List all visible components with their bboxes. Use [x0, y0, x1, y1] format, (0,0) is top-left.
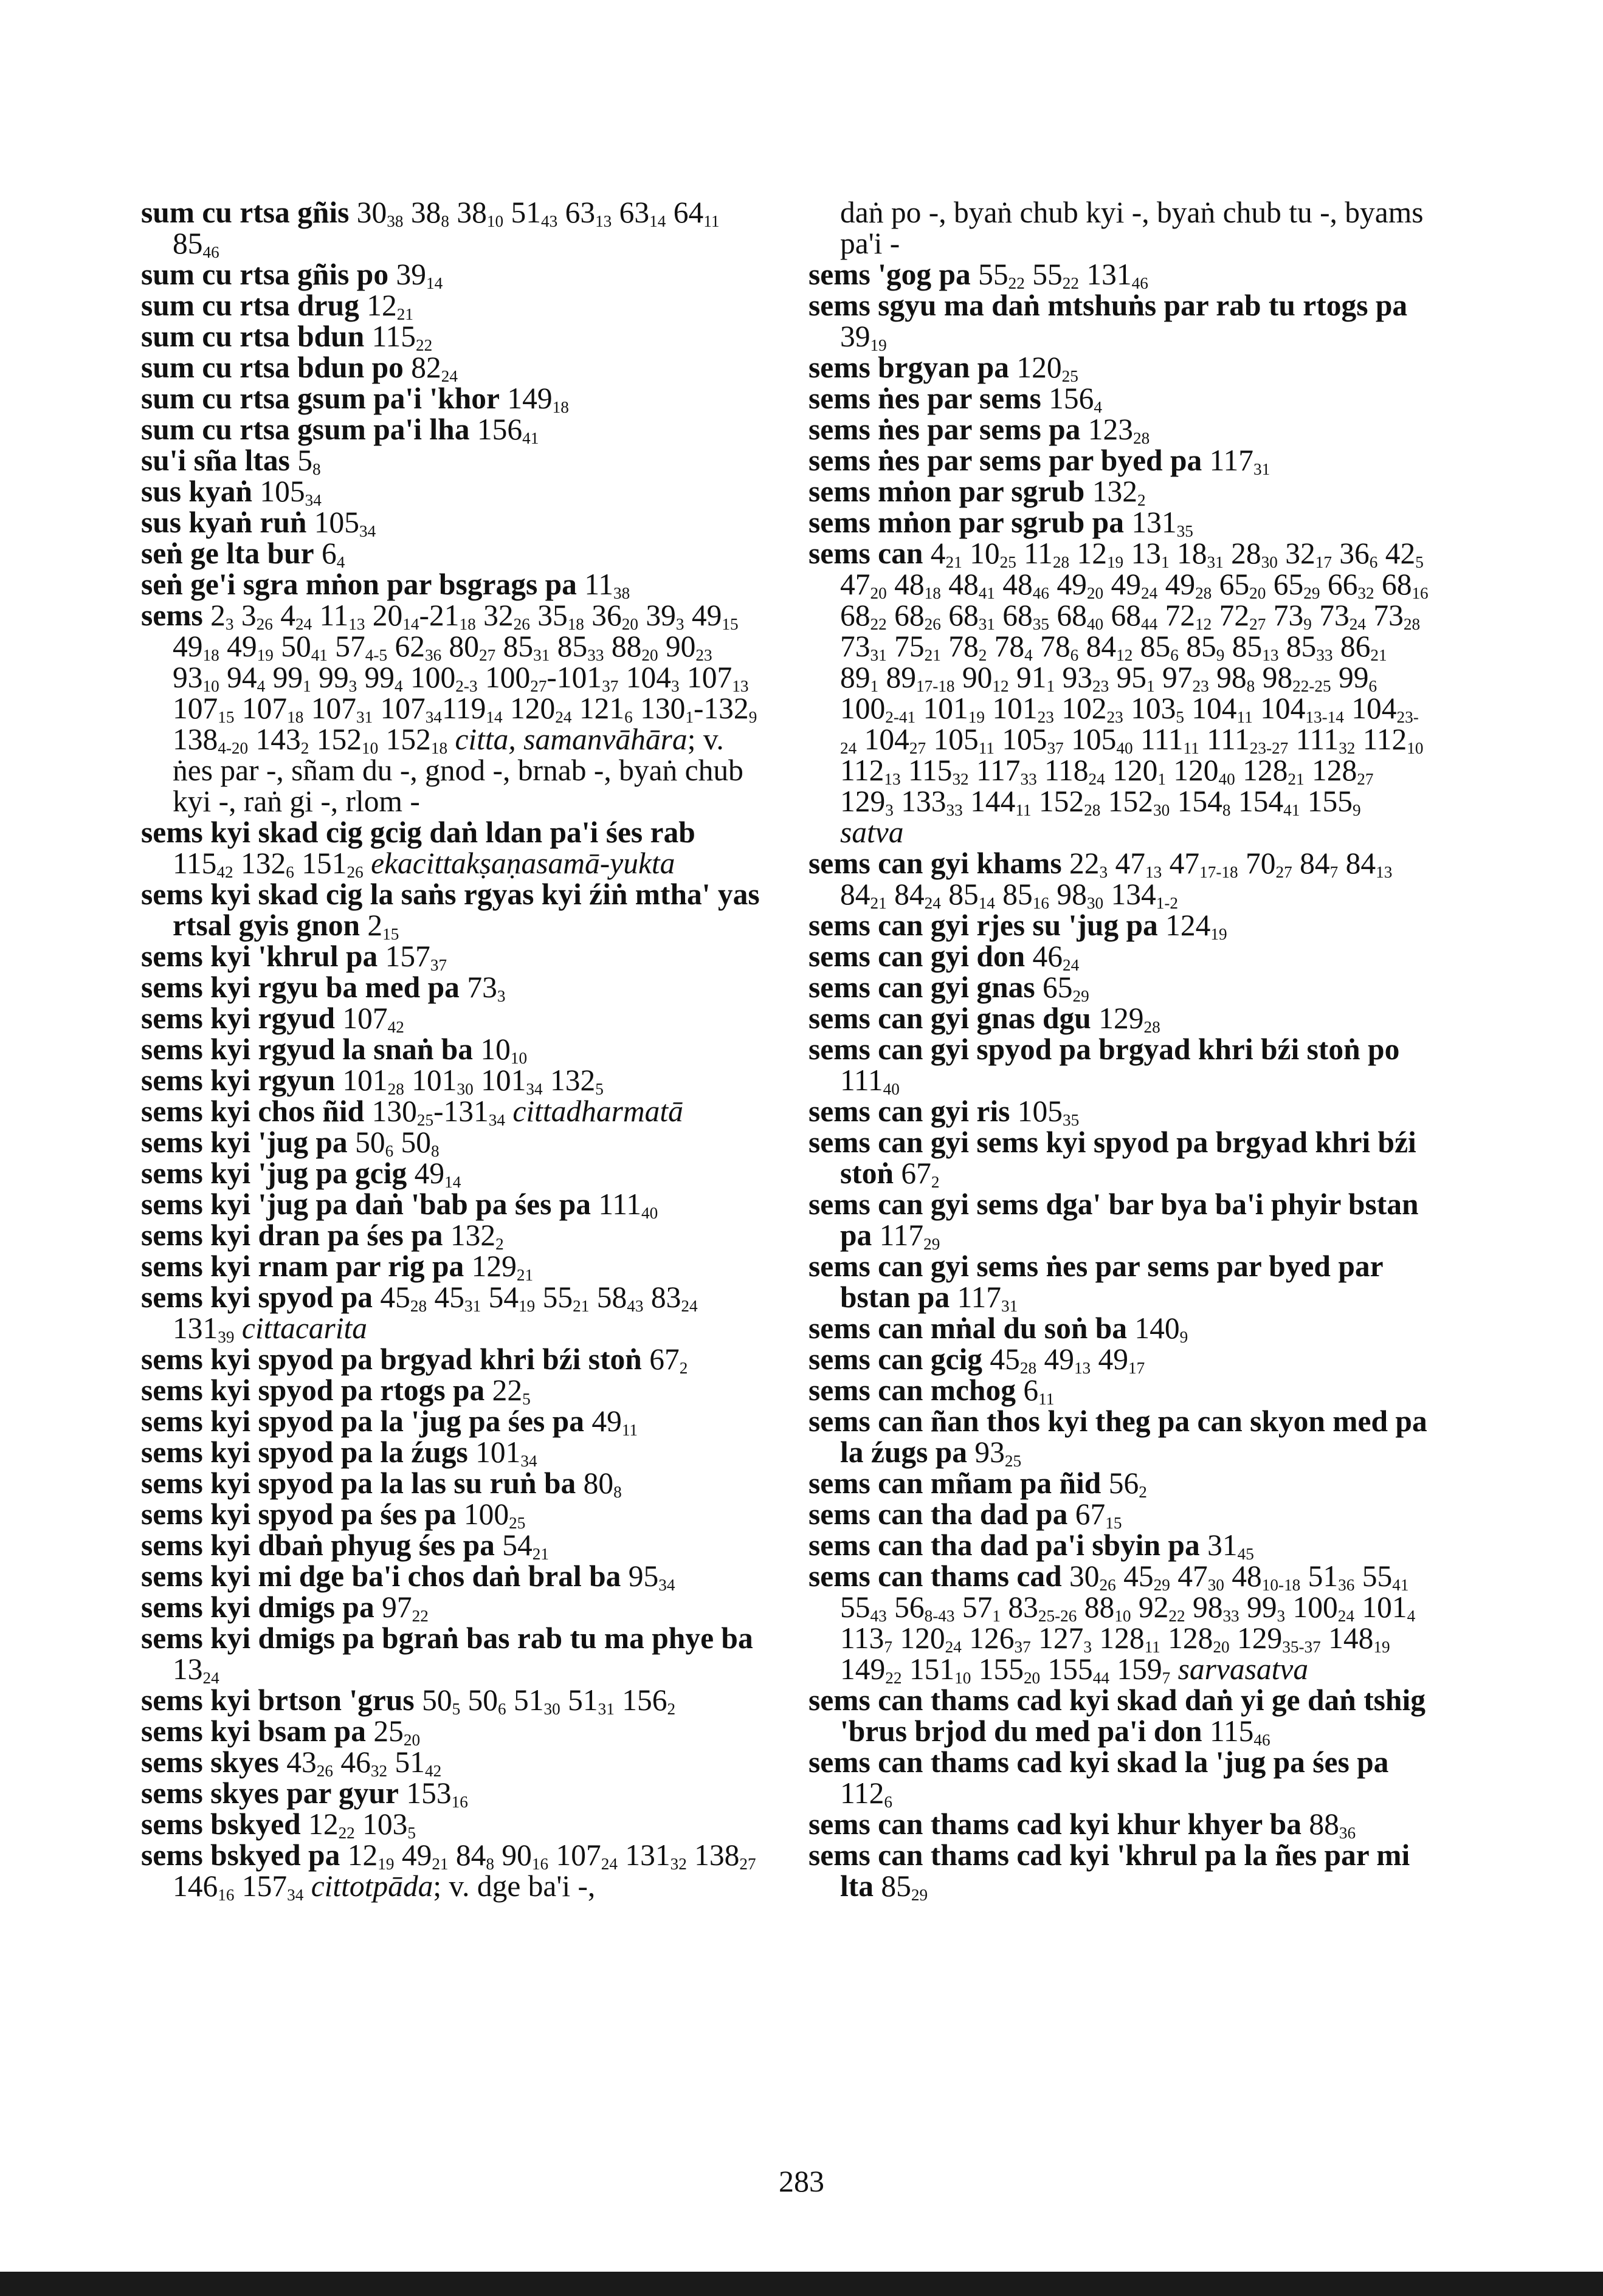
entry-page-refs: $140_9$: [1134, 1311, 1188, 1346]
entry-headword: sems kyi spyod pa la las su ruṅ ba: [141, 1466, 576, 1500]
index-entry: [141, 1778, 761, 1809]
entry-page-refs: $111_{40}$: [598, 1188, 658, 1222]
entry-headword: sems ṅes par sems pa: [808, 413, 1081, 446]
entry-page-refs: $80_8$: [583, 1466, 622, 1501]
entry-page-refs: $67_2$: [901, 1157, 940, 1191]
entry-headword: sum cu rtsa gsum pa'i 'khor: [141, 382, 500, 415]
entry-headword: sems can thams cad kyi khur khyer ba: [808, 1807, 1301, 1841]
entry-page-refs: $131_{35}$: [1131, 506, 1193, 540]
entry-page-refs: $13_{24}$: [173, 1652, 219, 1687]
entry-page-refs: $2_{15}$: [367, 909, 399, 943]
index-entry: [808, 1685, 1429, 1747]
index-entry: [808, 197, 1429, 259]
entry-page-refs: $117_{31}$: [1209, 444, 1270, 478]
entry-page-refs: $123_{28}$: [1088, 413, 1150, 447]
entry-headword: sems can gyi spyod pa brgyad khri bźi stoṅ po: [808, 1033, 1400, 1066]
entry-headword: sum cu rtsa gsum pa'i lha: [141, 413, 470, 446]
index-entry: [141, 1189, 761, 1220]
index-entry: [808, 1127, 1429, 1189]
index-entry: [808, 1530, 1429, 1561]
entry-page-refs: $30_{26}$ $45_{29}$ $47_{30}$ $48_{10-18}$ $51_{36}$ $55_{41}$ $55_{43}$ $56_{8-43}$ $57_1$ $83_{25-26}$ $88_{10}$ $92_{22}$ $98_{33}$ $99_3$ $100_{24}$ $101_4$ $113_7$ $120_{24}$ $126_{37}$ $127_3$ $128_{11}$ $128_{20}$ $129_{35-37}$ $148_{19}$ $149_{22}$ $151_{10}$ $155_{20}$ $155_{44}$ $159_7$: [840, 1559, 1416, 1687]
entry-sanskrit: citta, samanvāhāra: [455, 723, 688, 756]
index-entry: [808, 538, 1429, 848]
index-entry: [141, 879, 761, 941]
index-entry: [141, 1003, 761, 1034]
entry-headword: sum cu rtsa gñis: [141, 196, 350, 229]
index-entry: [808, 1406, 1429, 1468]
index-entry: [141, 1096, 761, 1127]
entry-page-refs: $129_{21}$: [471, 1249, 534, 1284]
index-entry: [808, 910, 1429, 941]
entry-sanskrit: sarvasatva: [1177, 1652, 1309, 1686]
entry-page-refs: $115_{46}$: [1209, 1714, 1270, 1749]
entry-page-refs: $46_{24}$: [1032, 940, 1080, 974]
entry-page-refs: $56_2$: [1108, 1466, 1147, 1501]
index-entry: [141, 1158, 761, 1189]
index-entry: [141, 352, 761, 383]
index-entry: [141, 1437, 761, 1468]
entry-headword: sems kyi skad cig la saṅs rgyas kyi źiṅ mtha' yas rtsal gyis gnon: [141, 878, 760, 942]
entry-headword: su'i sña ltas: [141, 444, 290, 477]
entry-page-refs: $12_{22}$ $103_5$: [308, 1807, 416, 1842]
entry-headword: sus kyaṅ: [141, 475, 252, 508]
entry-sanskrit: ekacittakṣaṇasamā-yukta: [371, 847, 675, 880]
entry-page-refs: $153_{16}$: [406, 1776, 468, 1811]
entry-headword: sems kyi chos ñid: [141, 1095, 365, 1128]
entry-headword: sems kyi dbaṅ phyug śes pa: [141, 1528, 495, 1562]
entry-headword: sems mṅon par sgrub pa: [808, 506, 1124, 539]
index-entry: [141, 1251, 761, 1282]
entry-page-refs: $88_{36}$: [1309, 1807, 1356, 1842]
entry-page-refs: $4_{21}$ $10_{25}$ $11_{28}$ $12_{19}$ $13_1$ $18_{31}$ $28_{30}$ $32_{17}$ $36_6$ $42_5$ $47_{20}$ $48_{18}$ $48_{41}$ $48_{46}$ $49_{20}$ $49_{24}$ $49_{28}$ $65_{20}$ $65_{29}$ $66_{32}$ $68_{16}$ $68_{22}$ $68_{26}$ $68_{31}$ $68_{35}$ $68_{40}$ $68_{44}$ $72_{12}$ $72_{27}$ $73_9$ $73_{24}$ $73_{28}$ $73_{31}$ $75_{21}$ $78_2$ $78_4$ $78_6$ $84_{12}$ $85_6$ $85_9$ $85_{13}$ $85_{33}$ $86_{21}$ $89_1$ $89_{17-18}$ $90_{12}$ $91_1$ $93_{23}$ $95_1$ $97_{23}$ $98_8$ $98_{22-25}$ $99_6$ $100_{2-41}$ $101_{19}$ $101_{23}$ $102_{23}$ $103_5$ $104_{11}$ $104_{13-14}$ $104_{23-24}$ $104_{27}$ $105_{11}$ $105_{37}$ $105_{40}$ $111_{11}$ $111_{23-27}$ $111_{32}$ $112_{10}$ $112_{13}$ $115_{32}$ $117_{33}$ $118_{24}$ $120_1$ $120_{40}$ $128_{21}$ $128_{27}$ $129_3$ $133_{33}$ $144_{11}$ $152_{28}$ $152_{30}$ $154_8$ $154_{41}$ $155_9$: [840, 537, 1429, 819]
entry-headword: sems skyes: [141, 1745, 279, 1779]
index-entry: [141, 383, 761, 414]
entry-headword: sems can thams cad: [808, 1559, 1062, 1593]
entry-page-refs: $85_{29}$: [881, 1869, 928, 1904]
entry-headword: sems sgyu ma daṅ mtshuṅs par rab tu rtogs pa: [808, 289, 1408, 322]
index-entry: [141, 1592, 761, 1623]
entry-headword: sems kyi rgyud: [141, 1002, 336, 1035]
entry-page-refs: $105_{34}$: [260, 475, 322, 509]
entry-headword: sems can gyi gnas: [808, 971, 1035, 1004]
index-entry: [808, 1747, 1429, 1809]
entry-headword: sems kyi 'jug pa gcig: [141, 1157, 407, 1190]
entry-page-refs: $124_{19}$: [1165, 909, 1227, 943]
entry-headword: sems kyi rnam par rig pa: [141, 1249, 464, 1283]
entry-page-refs: $117_{29}$: [879, 1218, 940, 1253]
index-entry: [808, 507, 1429, 538]
entry-headword: sems can mṅal du soṅ ba: [808, 1311, 1128, 1345]
index-entry: [141, 1375, 761, 1406]
entry-headword: sum cu rtsa gñis po: [141, 258, 389, 291]
entry-page-refs: $107_{42}$: [342, 1002, 404, 1036]
entry-headword: sus kyaṅ ruṅ: [141, 506, 307, 539]
entry-page-refs: $156_{41}$: [477, 413, 539, 447]
entry-headword: sems: [141, 599, 203, 632]
index-entry: [141, 1685, 761, 1716]
entry-headword: sems can mchog: [808, 1373, 1016, 1407]
entry-page-refs: $67_{15}$: [1075, 1497, 1122, 1532]
index-entry: [141, 197, 761, 259]
entry-headword: sum cu rtsa bdun: [141, 320, 365, 353]
index-entry: [808, 1189, 1429, 1251]
entry-page-refs: $157_{37}$: [385, 940, 447, 974]
entry-headword: sems can gyi sems ṅes par sems par byed par bstan pa: [808, 1249, 1383, 1314]
index-entry: [808, 1003, 1429, 1034]
index-entry: [808, 1809, 1429, 1840]
entry-headword: sems kyi 'jug pa: [141, 1126, 348, 1159]
entry-page-refs: $50_5$ $50_6$ $51_{30}$ $51_{31}$ $156_2$: [422, 1683, 676, 1718]
entry-headword: sems can gyi khams: [808, 847, 1062, 880]
entry-crossref: ; v. ṅes par -, sñam du -, gnod -, brnab -, byaṅ chub kyi -, raṅ gi -, rlom -: [173, 723, 743, 818]
entry-headword: seṅ ge lta bur: [141, 537, 314, 570]
entry-page-refs: $93_{25}$: [974, 1435, 1022, 1470]
entry-page-refs: $49_{11}$: [591, 1404, 638, 1439]
entry-headword: sems kyi spyod pa rtogs pa: [141, 1373, 485, 1407]
index-entry: [141, 445, 761, 476]
index-entry: [141, 1623, 761, 1685]
entry-page-refs: $6_4$: [322, 537, 345, 571]
entry-page-refs: $156_4$: [1049, 382, 1102, 416]
entry-headword: sems kyi skad cig gcig daṅ ldan pa'i śes rab: [141, 816, 695, 849]
entry-page-refs: $129_{28}$: [1098, 1002, 1160, 1036]
entry-page-refs: $54_{21}$: [502, 1528, 549, 1563]
index-entry: [808, 414, 1429, 445]
entry-headword: sems 'gog pa: [808, 258, 971, 291]
entry-headword: sems can: [808, 537, 923, 570]
index-entry: [141, 1530, 761, 1561]
entry-page-refs: $101_{28}$ $101_{30}$ $101_{34}$ $132_5$: [342, 1064, 604, 1098]
index-entry: [808, 848, 1429, 910]
entry-page-refs: $132_2$: [450, 1218, 504, 1253]
index-entry: [141, 1468, 761, 1499]
entry-page-refs: $22_5$: [492, 1373, 531, 1408]
index-entry: [808, 1499, 1429, 1530]
entry-headword: sems kyi mi dge ba'i chos daṅ bral ba: [141, 1559, 621, 1593]
entry-page-refs: $25_{20}$: [373, 1714, 421, 1749]
entry-headword: sems kyi rgyun: [141, 1064, 336, 1097]
entry-headword: sems can thams cad kyi skad la 'jug pa śes pa: [808, 1745, 1389, 1779]
index-entry: [808, 1096, 1429, 1127]
entry-page-refs: $22_3$ $47_{13}$ $47_{17-18}$ $70_{27}$ $84_7$ $84_{13}$ $84_{21}$ $84_{24}$ $85_{14}$ $85_{16}$ $98_{30}$ $134_{1-2}$: [840, 847, 1393, 912]
entry-headword: sems kyi spyod pa la źugs: [141, 1435, 468, 1469]
entry-page-refs: $120_{25}$: [1016, 351, 1078, 385]
index-entry: [808, 1344, 1429, 1375]
index-entry: [808, 972, 1429, 1003]
entry-headword: sems ṅes par sems: [808, 382, 1041, 415]
entry-headword: sems can tha dad pa'i sbyin pa: [808, 1528, 1200, 1562]
entry-headword: sems can ñan thos kyi theg pa can skyon med pa la źugs pa: [808, 1404, 1427, 1469]
entry-headword: sems brgyan pa: [808, 351, 1010, 384]
index-entry: [141, 1344, 761, 1375]
entry-page-refs: $101_{34}$: [475, 1435, 537, 1470]
index-entry: [808, 1034, 1429, 1096]
index-entry: [141, 321, 761, 352]
entry-page-refs: $12_{21}$: [367, 289, 413, 323]
entry-page-refs: $105_{35}$: [1017, 1095, 1080, 1129]
entry-page-refs: $111_{40}$: [840, 1064, 900, 1098]
index-entry: [808, 445, 1429, 476]
entry-headword: sems kyi spyod pa brgyad khri bźi stoṅ: [141, 1342, 642, 1376]
entry-headword: seṅ ge'i sgra mṅon par bsgrags pa: [141, 568, 577, 601]
index-entry: [141, 1716, 761, 1747]
entry-page-refs: $115_{42}$ $132_6$ $151_{26}$: [173, 847, 364, 881]
index-entry: [141, 1282, 761, 1344]
entry-headword: sems can gyi ris: [808, 1095, 1010, 1128]
index-entry: [141, 1561, 761, 1592]
index-entry: [141, 414, 761, 445]
entry-page-refs: $132_2$: [1092, 475, 1146, 509]
entry-headword: sems kyi rgyu ba med pa: [141, 971, 460, 1004]
entry-headword: sems kyi dmigs pa bgraṅ bas rab tu ma phye ba: [141, 1621, 753, 1655]
index-entry: [808, 476, 1429, 507]
index-entry: [141, 569, 761, 600]
index-entry: [808, 290, 1429, 352]
entry-page-refs: $12_{19}$ $49_{21}$ $84_8$ $90_{16}$ $107_{24}$ $131_{32}$ $138_{27}$ $146_{16}$ $157_{34}$: [173, 1838, 756, 1904]
entry-page-refs: $31_{45}$: [1207, 1528, 1254, 1563]
index-entry: [141, 259, 761, 290]
entry-headword: sems can gyi don: [808, 940, 1026, 973]
entry-headword: sems can gcig: [808, 1342, 982, 1376]
index-entry: [808, 1313, 1429, 1344]
index-entry: [141, 1499, 761, 1530]
entry-page-refs: $30_{38}$ $38_8$ $38_{10}$ $51_{43}$ $63_{13}$ $63_{14}$ $64_{11}$ $85_{46}$: [173, 196, 720, 261]
entry-crossref: ; v. dge ba'i -,: [433, 1869, 596, 1903]
index-entry: [141, 1220, 761, 1251]
index-entry: [141, 1840, 761, 1902]
index-entry: [141, 1747, 761, 1778]
entry-page-refs: $10_{10}$: [480, 1033, 528, 1067]
entry-page-refs: $5_8$: [297, 444, 321, 478]
page-number: 283: [779, 2164, 824, 2198]
index-entry: [808, 1375, 1429, 1406]
entry-headword: sems ṅes par sems par byed pa: [808, 444, 1202, 477]
entry-page-refs: $39_{19}$: [840, 320, 887, 354]
entry-page-refs: $105_{34}$: [314, 506, 376, 540]
entry-headword: sems kyi spyod pa la 'jug pa śes pa: [141, 1404, 584, 1438]
entry-page-refs: $43_{26}$ $46_{32}$ $51_{42}$: [286, 1745, 442, 1780]
right-column: [808, 197, 1429, 1902]
entry-headword: sems can tha dad pa: [808, 1497, 1068, 1531]
entry-page-refs: $117_{31}$: [957, 1280, 1018, 1315]
entry-page-refs: $55_{22}$ $55_{22}$ $131_{46}$: [978, 258, 1148, 292]
index-entry: [141, 817, 761, 879]
entry-sanskrit: cittacarita: [241, 1311, 368, 1345]
entry-page-refs: $6_{11}$: [1023, 1373, 1055, 1408]
index-entry: [141, 290, 761, 321]
index-entry: [808, 1251, 1429, 1313]
index-entry: [141, 1127, 761, 1158]
entry-page-refs: $149_{18}$: [507, 382, 569, 416]
entry-headword: sems kyi 'jug pa daṅ 'bab pa śes pa: [141, 1188, 591, 1221]
entry-headword: sems kyi dran pa śes pa: [141, 1218, 443, 1252]
index-entry: [808, 259, 1429, 290]
entry-headword: sems can mñam pa ñid: [808, 1466, 1101, 1500]
entry-page-refs: $49_{14}$: [414, 1157, 461, 1191]
entry-sanskrit: cittotpāda: [311, 1869, 433, 1903]
entry-headword: sems can thams cad kyi skad daṅ yi ge daṅ tshig 'brus brjod du med pa'i don: [808, 1683, 1425, 1748]
entry-headword: sems kyi dmigs pa: [141, 1590, 374, 1624]
entry-headword: sems kyi brtson 'grus: [141, 1683, 415, 1717]
entry-headword: sems mṅon par sgrub: [808, 475, 1085, 508]
entry-page-refs: $2_3$ $3_{26}$ $4_{24}$ $11_{13}$ $20_{14}-21_{18}$ $32_{26}$ $35_{18}$ $36_{20}$ $39_3$ $49_{15}$ $49_{18}$ $49_{19}$ $50_{41}$ $57_{4-5}$ $62_{36}$ $80_{27}$ $85_{31}$ $85_{33}$ $88_{20}$ $90_{23}$ $93_{10}$ $94_4$ $99_1$ $99_3$ $99_4$ $100_{2-3}$ $100_{27}-101_{37}$ $104_3$ $107_{13}$ $107_{15}$ $107_{18}$ $107_{31}$ $107_{34}119_{14}$ $120_{24}$ $121_6$ $130_1-132_9$ $138_{4-20}$ $143_2$ $152_{10}$ $152_{18}$: [173, 599, 757, 757]
entry-headword: sems kyi 'khrul pa: [141, 940, 378, 973]
entry-headword: sems can gyi sems kyi spyod pa brgyad khri bźi stoṅ: [808, 1126, 1416, 1190]
index-entry: [141, 476, 761, 507]
index-entry: [808, 1468, 1429, 1499]
index-entry: [141, 1034, 761, 1065]
entry-page-refs: $100_{25}$: [463, 1497, 526, 1532]
index-entry: [808, 1561, 1429, 1685]
entry-crossref: daṅ po -, byaṅ chub kyi -, byaṅ chub tu -, byams pa'i -: [840, 196, 1424, 260]
entry-page-refs: $115_{22}$: [371, 320, 433, 354]
entry-headword: sems kyi rgyud la snaṅ ba: [141, 1033, 474, 1066]
entry-page-refs: $130_{25}-131_{34}$: [371, 1095, 506, 1129]
entry-headword: sems bskyed pa: [141, 1838, 340, 1872]
index-entry: [141, 600, 761, 817]
index-entry: [141, 507, 761, 538]
entry-headword: sems kyi spyod pa śes pa: [141, 1497, 457, 1531]
entry-headword: sems skyes par gyur: [141, 1776, 399, 1810]
index-entry: [141, 538, 761, 569]
index-entry: [141, 1406, 761, 1437]
left-column: [141, 197, 761, 1902]
index-entry: [141, 1065, 761, 1096]
index-entry: [808, 352, 1429, 383]
entry-headword: sum cu rtsa bdun po: [141, 351, 404, 384]
index-entry: [141, 972, 761, 1003]
index-entry: [808, 941, 1429, 972]
entry-headword: sems can thams cad kyi 'khrul pa la ñes par mi lta: [808, 1838, 1410, 1903]
index-entry: [808, 383, 1429, 414]
entry-page-refs: $50_6$ $50_8$: [355, 1126, 440, 1160]
entry-headword: sems bskyed: [141, 1807, 301, 1841]
entry-page-refs: $73_3$: [467, 971, 506, 1005]
entry-page-refs: $82_{24}$: [411, 351, 458, 385]
bottom-scan-edge: [0, 2272, 1603, 2296]
entry-headword: sems can gyi gnas dgu: [808, 1002, 1091, 1035]
entry-headword: sems kyi bsam pa: [141, 1714, 366, 1748]
entry-headword: sems can gyi rjes su 'jug pa: [808, 909, 1158, 942]
index-entry: [808, 1840, 1429, 1902]
entry-page-refs: $65_{29}$: [1043, 971, 1089, 1005]
entry-page-refs: $39_{14}$: [396, 258, 443, 292]
entry-headword: sems can gyi sems dga' bar bya ba'i phyir bstan pa: [808, 1188, 1419, 1252]
entry-page-refs: $45_{28}$ $49_{13}$ $49_{17}$: [990, 1342, 1145, 1377]
entry-page-refs: $45_{28}$ $45_{31}$ $54_{19}$ $55_{21}$ $58_{43}$ $83_{24}$ $131_{39}$: [173, 1280, 698, 1346]
entry-headword: sum cu rtsa drug: [141, 289, 359, 322]
entry-headword: sems kyi spyod pa: [141, 1280, 373, 1314]
index-entry: [141, 941, 761, 972]
entry-page-refs: $97_{22}$: [382, 1590, 429, 1625]
entry-sanskrit: satva: [840, 816, 904, 849]
entry-page-refs: $95_{34}$: [628, 1559, 675, 1594]
entry-page-refs: $11_{38}$: [584, 568, 630, 602]
entry-page-refs: $67_2$: [649, 1342, 688, 1377]
entry-sanskrit: cittadharmatā: [512, 1095, 683, 1128]
entry-page-refs: $112_6$: [840, 1776, 893, 1811]
index-entry: [141, 1809, 761, 1840]
